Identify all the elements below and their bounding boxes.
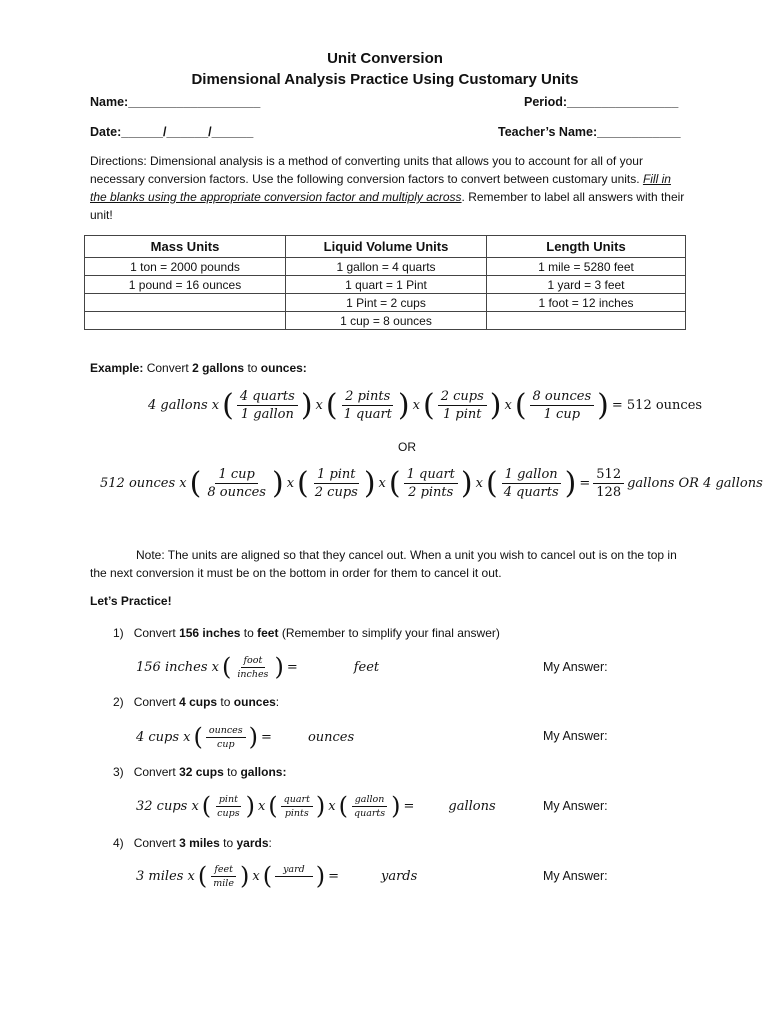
table-cell — [85, 294, 286, 312]
table-header: Mass Units — [85, 236, 286, 258]
fraction: $\frac{\text{1 quart}}{\text{2 pints}}$ — [404, 466, 458, 501]
table-cell — [85, 312, 286, 330]
fraction: $\frac{\text{8 ounces}}{\text{1 cup}}$ — [530, 388, 595, 423]
fraction-blank[interactable]: $\frac{\text{ounces}}{\text{cup}}$ — [206, 724, 246, 751]
problem-3-equation: 32 cups x ( $\frac{\text{pint}}{\text{cups}}$ ) x ( $\frac{\text{quart}}{\text{pints}}$ ) x ( $\frac{\text{gallon}}{\text{quarts}}$ ) = gallons — [136, 792, 496, 820]
answer-label[interactable]: My Answer: — [543, 799, 608, 813]
fraction-blank[interactable]: $\frac{\text{pint}}{\text{cups}}$ — [217, 793, 240, 819]
example-label: Example: — [90, 361, 144, 375]
conversion-table — [84, 235, 686, 330]
directions-emphasis: Fill in the blanks using the appropriate conversion factor and multiply across — [90, 172, 671, 204]
example-convert: Convert — [146, 361, 189, 375]
table-header: Liquid Volume Units — [286, 236, 487, 258]
table-row — [85, 276, 686, 294]
table-cell: 1 yard = 3 feet — [487, 276, 686, 294]
table-cell: 1 pound = 16 ounces — [85, 276, 286, 294]
problem-4-prompt: 4) Convert 3 miles to yards: — [113, 836, 272, 850]
problem-2-equation: 4 cups x ( $\frac{\text{ounces}}{\text{cup}}$ ) = ounces — [136, 723, 355, 751]
table-cell: 1 Pint = 2 cups — [286, 294, 487, 312]
name-field[interactable]: Name:___________________ — [90, 95, 261, 109]
period-field[interactable]: Period:________________ — [524, 95, 679, 109]
practice-heading: Let’s Practice! — [90, 594, 172, 608]
problem-2-prompt: 2) Convert 4 cups to ounces: — [113, 695, 280, 709]
problem-3-prompt: 3) Convert 32 cups to gallons: — [113, 765, 287, 779]
table-cell: 1 cup = 8 ounces — [286, 312, 487, 330]
fraction: $\frac{\text{4 quarts}}{\text{1 gallon}}$ — [237, 388, 298, 423]
eq-start: 512 ounces x — [100, 476, 187, 491]
fraction: $\frac{\text{1 pint}}{\text{2 cups}}$ — [314, 467, 358, 500]
table-cell: 1 mile = 5280 feet — [487, 258, 686, 276]
fraction: $\frac{\text{2 pints}}{\text{1 quart}}$ — [343, 389, 392, 422]
table-header-row — [85, 236, 686, 258]
table-cell: 1 quart = 1 Pint — [286, 276, 487, 294]
table-cell: 1 ton = 2000 pounds — [85, 258, 286, 276]
or-label: OR — [398, 440, 416, 454]
fraction-blank[interactable]: $\frac{\text{feet}}{\text{mile}}$ — [213, 863, 234, 889]
table-row — [85, 258, 686, 276]
directions-text: Directions: Dimensional analysis is a method of converting units that allows you to account for all of your necessary conversion factors. Use the following conversion factors to convert between customary units. — [90, 154, 643, 186]
answer-label[interactable]: My Answer: — [543, 660, 608, 674]
fraction-blank[interactable]: $\frac{\text{foot}}{\text{inches}}$ — [237, 654, 269, 680]
fraction-blank[interactable]: $\frac{\text{gallon}}{\text{quarts}}$ — [351, 793, 388, 820]
teacher-name-field[interactable]: Teacher’s Name:____________ — [498, 125, 681, 139]
table-cell: 1 gallon = 4 quarts — [286, 258, 487, 276]
example-equation-2: 512 ounces x ( $\frac{\text{1 cup}}{\text{8 ounces}}$ ) x ( $\frac{\text{1 pint}}{\text{2 cups}}$ ) x ( $\frac{\text{1 quart}}{\text{2 pints}}$ ) x ( $\frac{\text{1 gallon}}{\text{4 quarts}}$ ) = $\frac{512}{128}$ gallons OR 4 gallons — [100, 465, 763, 501]
table-cell: 1 foot = 12 inches — [487, 294, 686, 312]
table-row — [85, 294, 686, 312]
example-equation-1: 4 gallons x ( $\frac{\text{4 quarts}}{\text{1 gallon}}$ ) x ( $\frac{\text{2 pints}}{\text{1 quart}}$ ) x ( $\frac{\text{2 cups}}{\text{1 pint}}$ ) x ( $\frac{\text{8 ounces}}{\text{1 cup}}$ ) = 512 ounces — [148, 387, 703, 423]
result-fraction: $\frac{512}{128}$ — [593, 466, 624, 501]
fraction-blank[interactable]: yard — [275, 863, 313, 890]
example-heading — [90, 359, 307, 377]
problem-4-equation: 3 miles x ( $\frac{\text{feet}}{\text{mile}}$ ) x ( yard ) = yards — [136, 862, 418, 890]
answer-label[interactable]: My Answer: — [543, 869, 608, 883]
table-header: Length Units — [487, 236, 686, 258]
directions-text-end: . Remember to label all answers with their unit! — [90, 190, 685, 222]
table-cell — [487, 312, 686, 330]
eq-result: = 512 ounces — [611, 398, 703, 413]
eq-start: 4 gallons x — [148, 398, 220, 413]
directions — [90, 152, 690, 224]
eq-tail: gallons OR 4 gallons — [627, 476, 763, 491]
fraction: $\frac{\text{1 cup}}{\text{8 ounces}}$ — [207, 467, 266, 500]
example-to: to — [247, 361, 258, 375]
example-amount: 2 gallons — [192, 361, 245, 375]
problem-1-equation: 156 inches x ( $\frac{\text{foot}}{\text{inches}}$ ) = feet — [136, 653, 380, 681]
table-row — [85, 312, 686, 330]
fraction: $\frac{\text{1 gallon}}{\text{4 quarts}}$ — [501, 466, 562, 501]
fraction-blank[interactable]: $\frac{\text{quart}}{\text{pints}}$ — [281, 793, 313, 820]
answer-label[interactable]: My Answer: — [543, 729, 608, 743]
example-target: ounces: — [260, 361, 307, 375]
date-field[interactable]: Date:______/______/______ — [90, 125, 254, 139]
problem-1-prompt: 1) Convert 156 inches to feet (Remember to simplify your final answer) — [113, 626, 500, 640]
fraction: $\frac{\text{2 cups}}{\text{1 pint}}$ — [438, 388, 487, 423]
page-title: Unit Conversion — [327, 50, 443, 67]
page-subtitle: Dimensional Analysis Practice Using Customary Units — [191, 71, 579, 88]
note: Note: The units are aligned so that they cancel out. When a unit you wish to cancel out is on the top in the next conversion it must be on the bottom in order for them to cancel it out. — [90, 548, 677, 580]
